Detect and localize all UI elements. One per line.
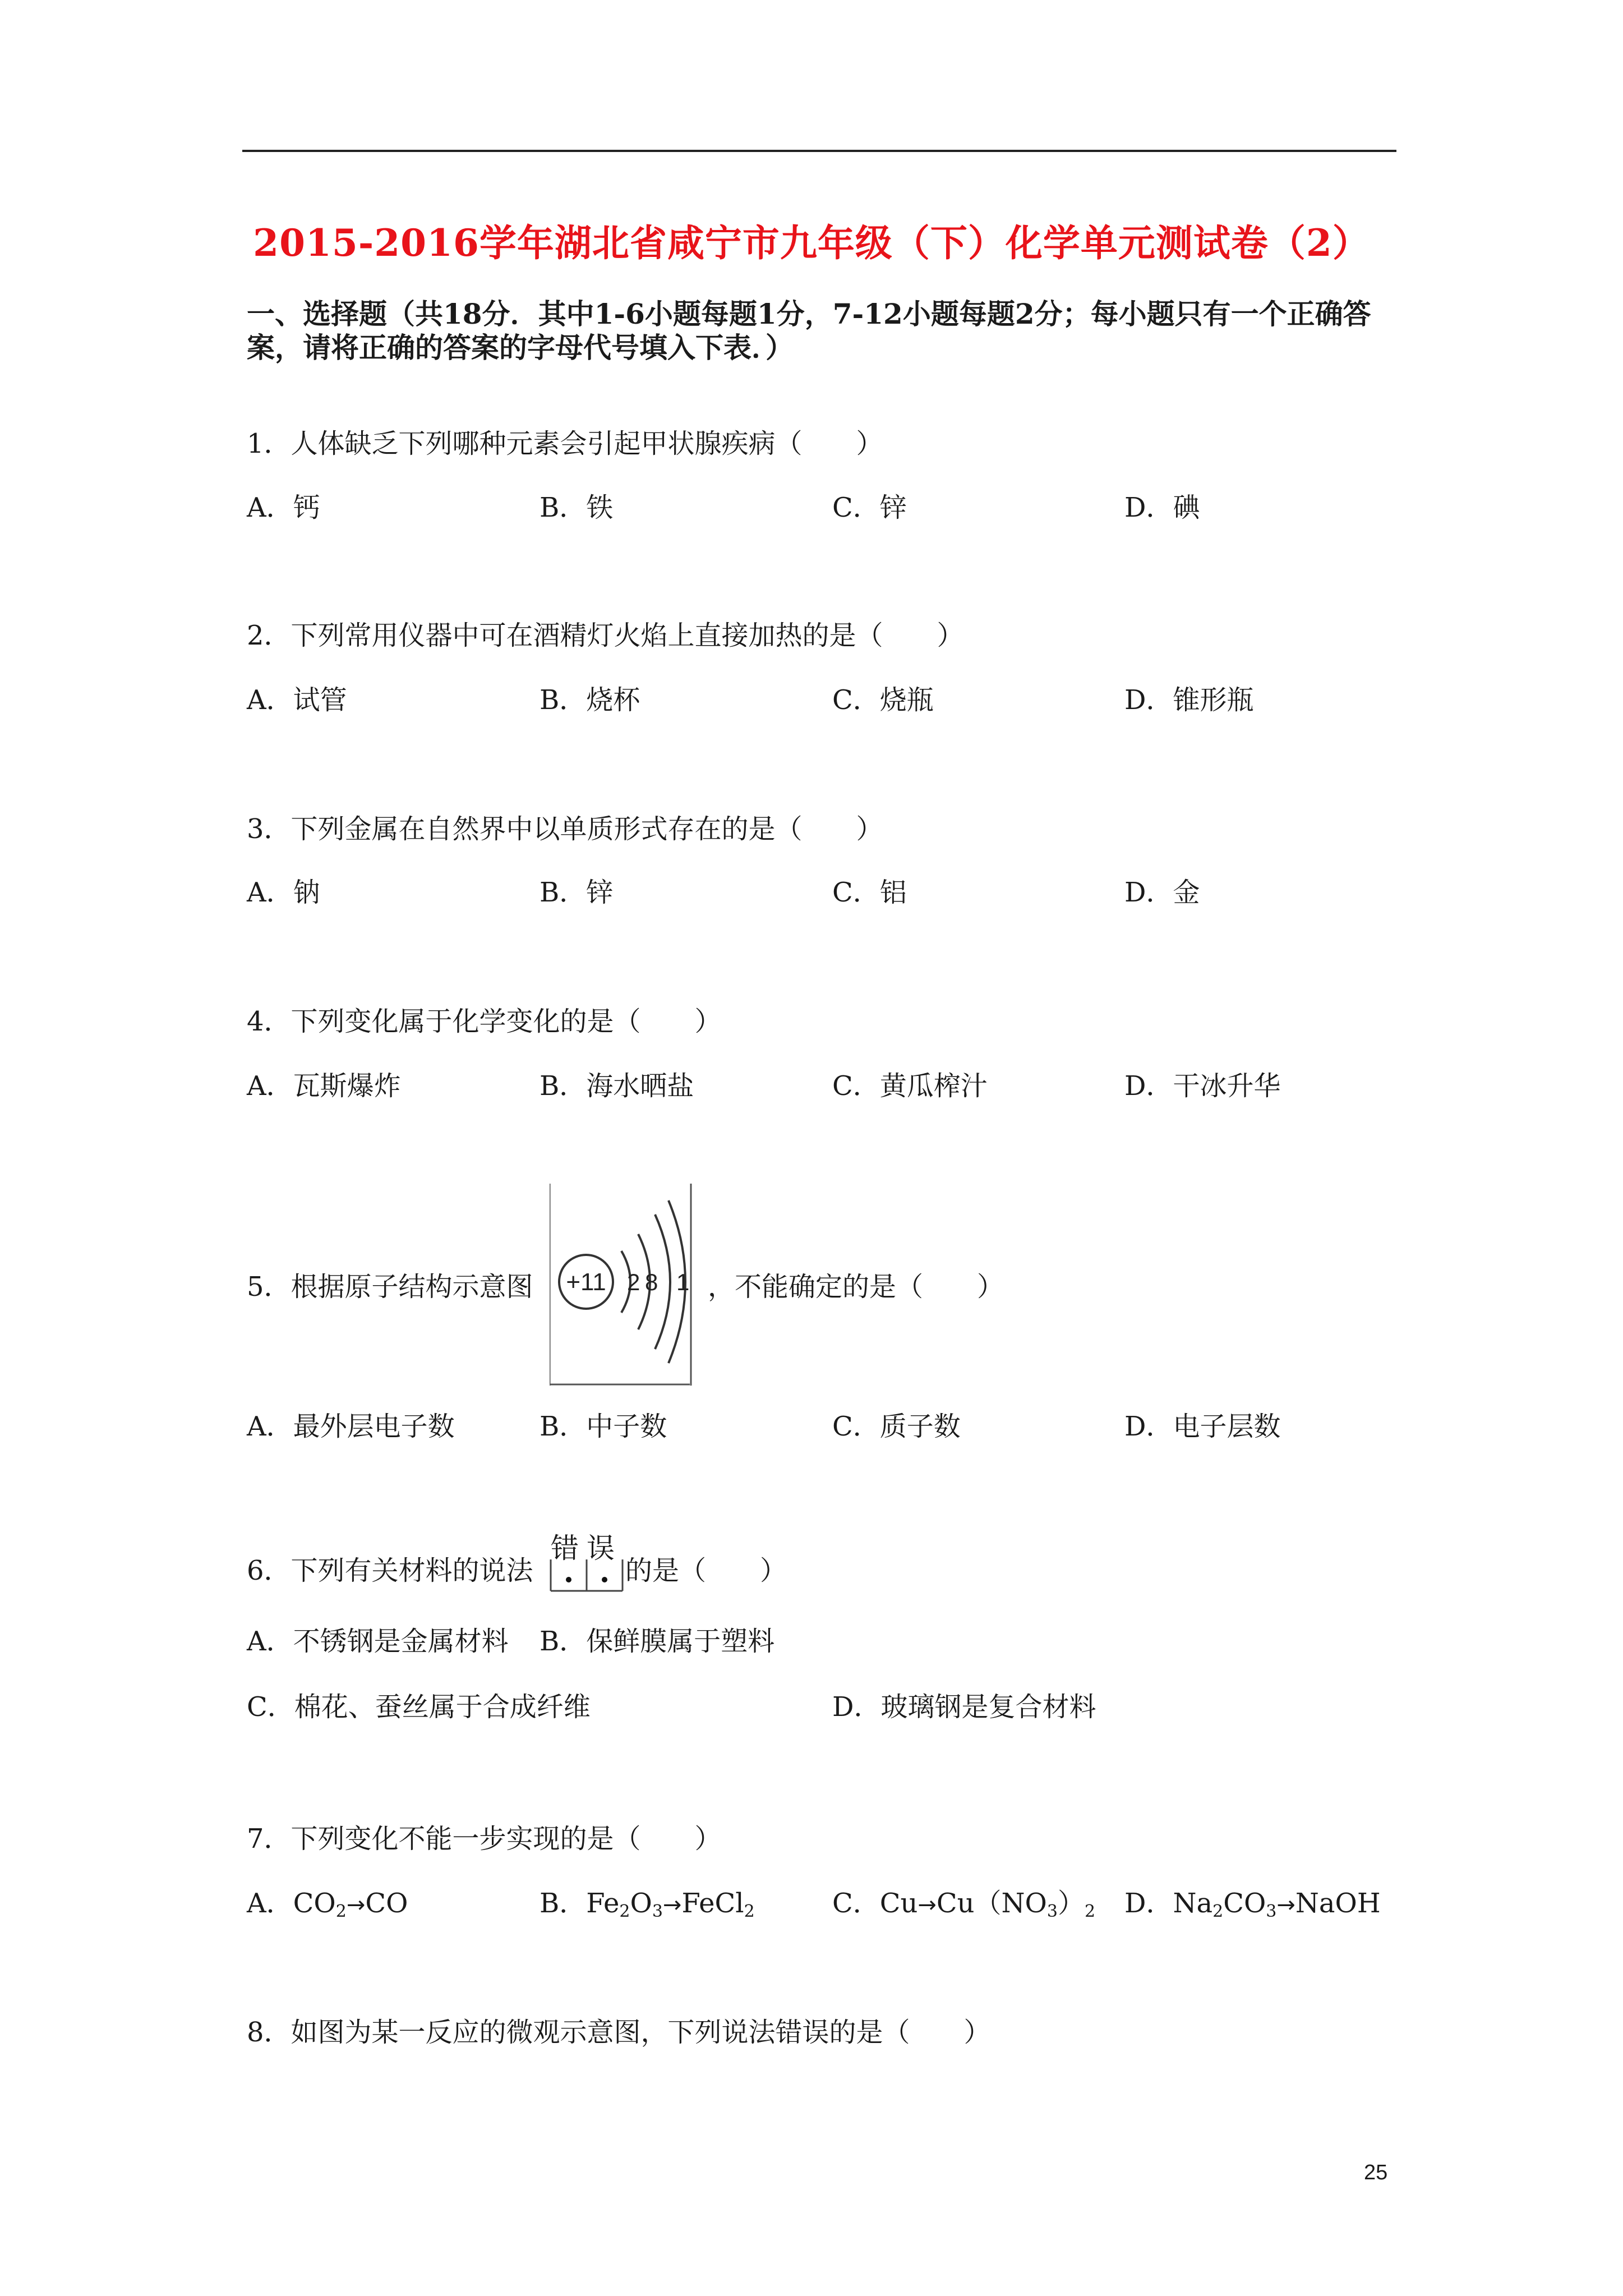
q2-option-d: D．锥形瓶	[1124, 684, 1254, 716]
atom-shell-1-count: 2	[627, 1269, 640, 1295]
emphasis-box-frame	[550, 1559, 624, 1592]
question-2-stem: 2．下列常用仪器中可在酒精灯火焰上直接加热的是（ ）	[247, 620, 964, 651]
q5-option-b: B．中子数	[540, 1411, 667, 1442]
reaction-arrow: →	[1276, 1892, 1295, 1918]
reaction-arrow: →	[917, 1892, 937, 1918]
formula-part: FeCl	[681, 1888, 744, 1919]
formula-part: Cu（NO	[936, 1888, 1047, 1919]
formula-subscript: 2	[1085, 1902, 1096, 1921]
q7-option-c	[832, 1888, 1095, 1927]
formula-part: O	[630, 1888, 652, 1919]
emphasis-char-1: 错	[551, 1532, 579, 1565]
atom-structure-diagram	[550, 1184, 697, 1386]
question-5-stem-after: ，不能确定的是（ ）	[708, 1271, 1004, 1303]
q7-option-d	[1124, 1888, 1381, 1927]
formula-subscript: 3	[1266, 1902, 1277, 1921]
q6-option-a: A．不锈钢是金属材料	[247, 1626, 509, 1657]
question-4-stem: 4．下列变化属于化学变化的是（ ）	[247, 1006, 722, 1037]
q6-option-d: D．玻璃钢是复合材料	[832, 1691, 1096, 1723]
formula-subscript: 3	[652, 1902, 663, 1921]
q7-option-b-label: B．	[540, 1888, 587, 1919]
question-3-stem: 3．下列金属在自然界中以单质形式存在的是（ ）	[247, 813, 883, 845]
atom-nucleus-charge: +11	[566, 1268, 606, 1296]
q7-option-a	[247, 1888, 408, 1927]
q3-option-d: D．金	[1124, 877, 1200, 908]
emphasis-char-2: 误	[587, 1532, 615, 1565]
emphasis-dot-2	[602, 1577, 607, 1582]
q5-option-d: D．电子层数	[1124, 1411, 1281, 1442]
atom-shell-2-count: 8	[645, 1269, 658, 1295]
q3-option-a: A．钠	[247, 877, 320, 908]
q5-option-c: C．质子数	[832, 1411, 961, 1442]
section-heading: 一、选择题（共18分．其中1-6小题每题1分，7-12小题每题2分；每小题只有一个正确答案，请将正确的答案的字母代号填入下表．）	[247, 297, 1371, 364]
formula-part: NaOH	[1295, 1888, 1381, 1919]
q1-option-b: B．铁	[540, 492, 614, 523]
page-title: 2015-2016学年湖北省咸宁市九年级（下）化学单元测试卷（2）	[253, 221, 1370, 265]
header-rule	[242, 150, 1396, 152]
q2-option-b: B．烧杯	[540, 684, 640, 716]
formula-subscript: 2	[744, 1902, 755, 1921]
q3-option-c: C．铝	[832, 877, 907, 908]
q2-option-c: C．烧瓶	[832, 684, 934, 716]
emphasized-word-error	[550, 1526, 624, 1592]
question-7-stem: 7．下列变化不能一步实现的是（ ）	[247, 1823, 722, 1855]
q7-option-c-label: C．	[832, 1888, 880, 1919]
formula-part: CO	[293, 1888, 336, 1919]
formula-subscript: 3	[1046, 1902, 1058, 1921]
question-6-stem-before: 6．下列有关材料的说法	[247, 1555, 533, 1586]
formula-subscript: 2	[619, 1902, 630, 1921]
q1-option-a: A．钙	[247, 492, 320, 523]
q4-option-d: D．干冰升华	[1124, 1070, 1281, 1102]
reaction-arrow: →	[346, 1892, 366, 1918]
q3-option-b: B．锌	[540, 877, 614, 908]
page-number: 25	[1364, 2161, 1388, 2184]
question-6-stem-after: 的是（ ）	[625, 1555, 787, 1586]
reaction-arrow: →	[662, 1892, 682, 1918]
q4-option-a: A．瓦斯爆炸	[247, 1070, 401, 1102]
q7-option-a-label: A．	[247, 1888, 293, 1919]
formula-part: Cu	[879, 1888, 918, 1919]
q2-option-a: A．试管	[247, 684, 347, 716]
emphasis-dot-1	[566, 1577, 571, 1582]
formula-part: Na	[1173, 1888, 1213, 1919]
question-1-stem: 1．人体缺乏下列哪种元素会引起甲状腺疾病（ ）	[247, 428, 883, 459]
atom-shell-3-count: 1	[676, 1269, 690, 1295]
formula-part: Fe	[586, 1888, 620, 1919]
q4-option-c: C．黄瓜榨汁	[832, 1070, 988, 1102]
formula-part: CO	[365, 1888, 408, 1919]
formula-part: CO	[1223, 1888, 1266, 1919]
q6-option-b: B．保鲜膜属于塑料	[540, 1626, 775, 1657]
formula-subscript: 2	[335, 1902, 347, 1921]
formula-subscript: 2	[1212, 1902, 1224, 1921]
q1-option-d: D．碘	[1124, 492, 1200, 523]
q7-option-b	[540, 1888, 755, 1927]
q1-option-c: C．锌	[832, 492, 907, 523]
formula-part: ）	[1057, 1888, 1085, 1919]
q4-option-b: B．海水晒盐	[540, 1070, 694, 1102]
q6-option-c: C．棉花、蚕丝属于合成纤维	[247, 1691, 591, 1723]
q5-option-a: A．最外层电子数	[247, 1411, 455, 1442]
q7-option-d-label: D．	[1124, 1888, 1173, 1919]
question-5-stem-before: 5．根据原子结构示意图	[247, 1271, 533, 1303]
question-8-stem: 8．如图为某一反应的微观示意图，下列说法错误的是（ ）	[247, 2017, 991, 2048]
